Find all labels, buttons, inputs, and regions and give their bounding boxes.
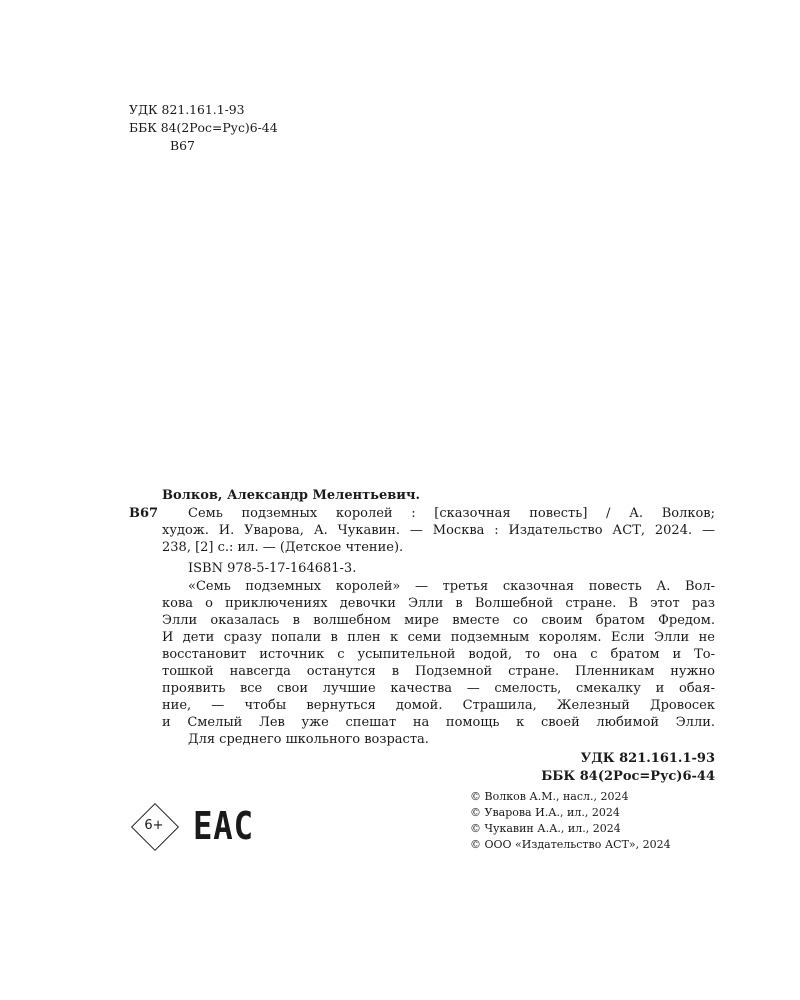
copyright-publisher: © ООО «Издательство АСТ», 2024 [470, 838, 671, 851]
copyright-illustrator-1: © Уварова И.А., ил., 2024 [470, 806, 620, 819]
annotation-line-9: и Смелый Лев уже спешат на помощь к своей любимой Элли. [162, 715, 715, 730]
audience-note: Для среднего школьного возраста. [188, 732, 429, 747]
entry-line-3: 238, [2] с.: ил. — (Детское чтение). [162, 540, 404, 555]
entry-line-1: Семь подземных королей : [сказочная повесть] / А. Волков; [188, 506, 715, 521]
annotation-line-7: проявить все свои лучшие качества — смелость, смекалку и обая- [162, 681, 715, 696]
copyright-author: © Волков А.М., насл., 2024 [470, 790, 629, 803]
annotation-line-6: тошкой навсегда останутся в Подземной стране. Пленникам нужно [162, 664, 715, 679]
header-udk: УДК 821.161.1-93 [129, 102, 245, 117]
annotation-line-8: ние, — чтобы вернуться домой. Страшила, Железный Дровосек [162, 698, 715, 713]
isbn: ISBN 978-5-17-164681-3. [188, 561, 357, 576]
entry-code: В67 [129, 506, 159, 521]
footer-bbk: ББК 84(2Рос=Рус)6-44 [541, 769, 715, 784]
eac-mark-icon: EAC [193, 804, 254, 848]
annotation-line-1: «Семь подземных королей» — третья сказочная повесть А. Вол- [188, 579, 715, 594]
entry-line-2: худож. И. Уварова, А. Чукавин. — Москва : Издательство АСТ, 2024. — [162, 523, 715, 538]
annotation-line-5: восстановит источник с усыпительной водой, то она с братом и То- [162, 647, 715, 662]
annotation-line-3: Элли оказалась в волшебном мире вместе со своим братом Фредом. [162, 613, 715, 628]
header-bbk: ББК 84(2Рос=Рус)6-44 [129, 120, 278, 135]
copyright-illustrator-2: © Чукавин А.А., ил., 2024 [470, 822, 621, 835]
age-rating-label: 6+ [144, 818, 164, 833]
author-heading: Волков, Александр Мелентьевич. [162, 488, 420, 503]
header-code: В67 [170, 138, 195, 153]
annotation-line-4: И дети сразу попали в плен к семи подземным королям. Если Элли не [162, 630, 715, 645]
footer-udk: УДК 821.161.1-93 [580, 751, 715, 766]
annotation-line-2: кова о приключениях девочки Элли в Волшебной стране. В этот раз [162, 596, 715, 611]
